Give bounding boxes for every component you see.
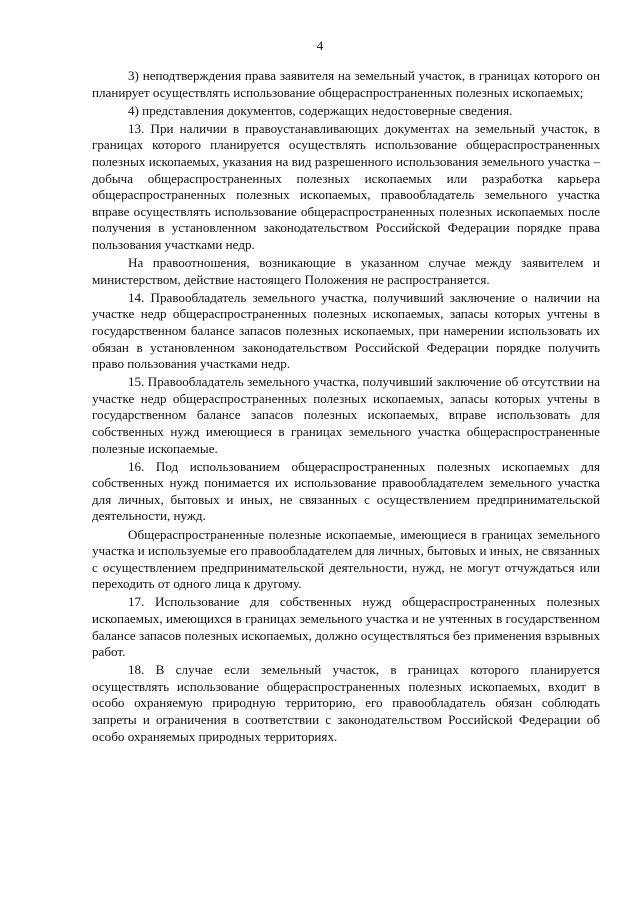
document-body: [92, 68, 600, 747]
paragraph-16: 16. Под использованием общераспространенных полезных ископаемых для собственных нужд понимается их использование правообладателем земельного участка для личных, бытовых и иных, не связанных с осуществлением предпринимательской деятельности, нужд.: [92, 458, 600, 524]
paragraph-13-note: На правоотношения, возникающие в указанном случае между заявителем и министерством, действие настоящего Положения не распространяется.: [92, 255, 600, 287]
paragraph-14: 14. Правообладатель земельного участка, получивший заключение о наличии на участке недр общераспространенных полезных ископаемых, запасы которых учтены в государственном балансе запасов полезных ископаемых, при намерении использовать их обязан в установленном законодательством Российской Федерации порядке получить право пользования участками недр.: [92, 289, 600, 372]
paragraph-item-3: 3) неподтверждения права заявителя на земельный участок, в границах которого он планирует осуществлять использование общераспространенных полезных ископаемых;: [92, 68, 600, 100]
page-number: 4: [316, 38, 324, 53]
paragraph-18: 18. В случае если земельный участок, в границах которого планируется осуществлять использование общераспространенных полезных ископаемых, входит в особо охраняемую природную территорию, его правообладатель обязан соблюдать запреты и ограничения в соответствии с законодательством Российской Федерации об особо охраняемых природных территориях.: [92, 662, 600, 744]
paragraph-17: 17. Использование для собственных нужд общераспространенных полезных ископаемых, имеющихся в границах земельного участка и не учтенных в государственном балансе запасов полезных ископаемых, должно осуществляться без применения взрывных работ.: [92, 594, 600, 660]
paragraph-item-4: 4) представления документов, содержащих недостоверные сведения.: [128, 102, 513, 118]
paragraph-13: 13. При наличии в правоустанавливающих документах на земельный участок, в границах которого планируется осуществлять использование общераспространенных полезных ископаемых, указания на вид разрешенного использования земельного участка – добыча общераспространенных полезных ископаемых или разработка карьера общераспространенных полезных ископаемых, правообладатель земельного участка вправе осуществлять использование общераспространенных полезных ископаемых после получения в установленном законодательством Российской Федерации порядке права пользования участками недр.: [92, 120, 600, 252]
paragraph-15: 15. Правообладатель земельного участка, получивший заключение об отсутствии на участке недр общераспространенных полезных ископаемых, запасы которых учтены в государственном балансе запасов полезных ископаемых, вправе использовать для собственных нужд имеющиеся в границах земельного участка общераспространенные полезные ископаемые.: [92, 374, 600, 456]
paragraph-16-note: Общераспространенные полезные ископаемые, имеющиеся в границах земельного участка и используемые его правообладателем для личных, бытовых и иных, не связанных с осуществлением предпринимательской деятельности, нужд, не могут отчуждаться или переходить от одного лица к другому.: [92, 526, 600, 592]
